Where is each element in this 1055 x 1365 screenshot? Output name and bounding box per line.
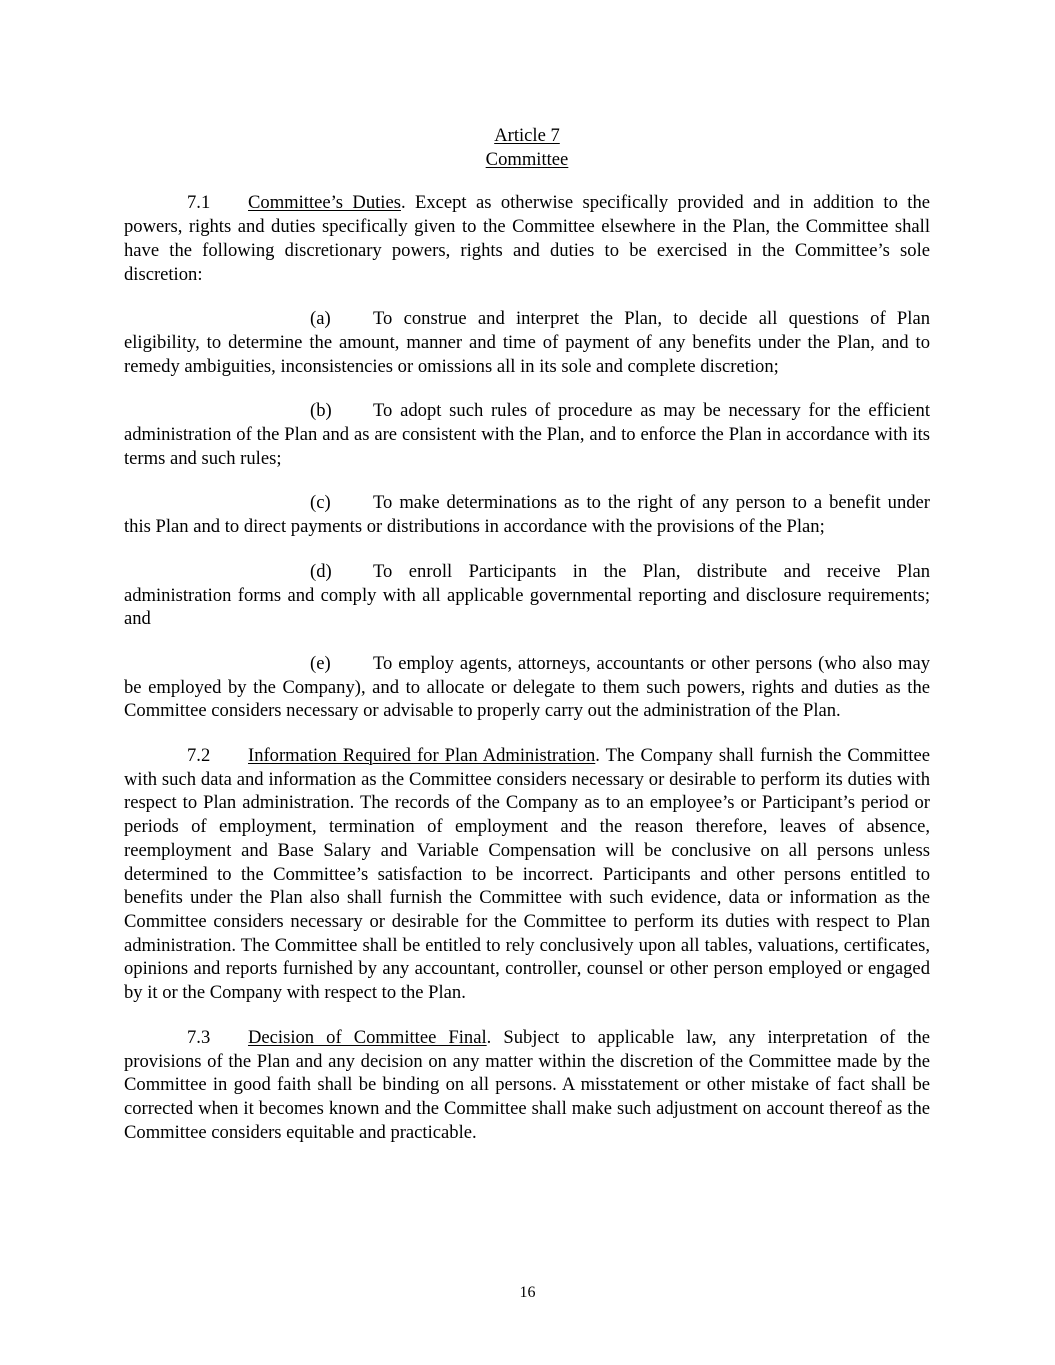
- section-number: 7.2: [187, 745, 211, 767]
- spacer: [124, 378, 930, 399]
- spacer: [124, 723, 930, 744]
- spacer: [124, 631, 930, 652]
- section-number: 7.3: [187, 1026, 211, 1048]
- section-number: 7.1: [187, 192, 211, 214]
- section-heading: Information Required for Plan Administration: [248, 745, 596, 767]
- subsection-d: [124, 560, 930, 631]
- subsection-label: (a): [310, 308, 331, 330]
- section-text: . The Company shall furnish the Committee with such data and information as the Committee considers necessary or desirable to perform its duties with respect to Plan administration. The records of the Company as to an employee’s or Participant’s period or periods of employment, termination of employment and the reason therefore, leaves of absence, reemployment and Base Salary and Variable Compensation will be conclusive on all persons unless determined to the Committee’s satisfaction to be incorrect. Participants and other persons entitled to benefits under the Plan also shall furnish the Committee with such evidence, data or information as the Committee considers necessary or desirable for the Committee to perform its duties with respect to Plan administration. The Committee shall be entitled to rely conclusively upon all tables, valuations, certificates, opinions and reports furnished by any accountant, controller, counsel or other person employed or engaged by it or the Company with respect to the Plan.: [124, 745, 930, 1004]
- spacer: [124, 470, 930, 491]
- subsection-label: (e): [310, 652, 331, 674]
- spacer: [124, 1005, 930, 1026]
- subsection-text: To enroll Participants in the Plan, distribute and receive Plan administration forms and comply with all applicable governmental reporting and disclosure requirements; and: [124, 560, 930, 630]
- spacer: [124, 286, 930, 307]
- subsection-text: To adopt such rules of procedure as may be necessary for the efficient administration of the Plan and as are consistent with the Plan, and to enforce the Plan in accordance with its terms and such rules;: [124, 400, 930, 469]
- document-body: [124, 124, 930, 1144]
- subsection-c: [124, 491, 930, 538]
- subsection-b: [124, 399, 930, 470]
- subsection-label: (b): [310, 400, 332, 422]
- page-number: 16: [519, 1284, 536, 1301]
- subsection-e: [124, 652, 930, 723]
- section-heading: Committee’s Duties: [248, 192, 401, 214]
- section-7-1: [124, 191, 930, 286]
- section-7-2: [124, 744, 930, 1005]
- section-7-3: [124, 1026, 930, 1145]
- subsection-label: (c): [310, 492, 331, 514]
- subsection-a: [124, 307, 930, 378]
- spacer: [124, 171, 930, 191]
- section-text: . Subject to applicable law, any interpretation of the provisions of the Plan and any decision on any matter within the discretion of the Committee made by the Committee in good faith shall be binding on all persons. A misstatement or other mistake of fact shall be corrected when it becomes known and the Committee shall make such adjustment on account thereof as the Committee considers equitable and practicable.: [124, 1026, 930, 1143]
- subsection-text: To construe and interpret the Plan, to decide all questions of Plan eligibility, to determine the amount, manner and time of payment of any benefits under the Plan, and to remedy ambiguities, inconsistencies or omissions all in its sole and complete discretion;: [124, 308, 930, 377]
- section-heading: Decision of Committee Final: [248, 1026, 487, 1048]
- subsection-text: To employ agents, attorneys, accountants or other persons (who also may be employed by the Company), and to allocate or delegate to them such powers, rights and duties as the Committee considers necessary or advisable to properly carry out the administration of the Plan.: [124, 652, 930, 722]
- article-title: Committee: [485, 148, 569, 170]
- spacer: [124, 539, 930, 560]
- article-number: Article 7: [494, 125, 560, 146]
- subsection-text: To make determinations as to the right of any person to a benefit under this Plan and to direct payments or distributions in accordance with the provisions of the Plan;: [124, 492, 930, 538]
- subsection-label: (d): [310, 560, 332, 582]
- section-text: . Except as otherwise specifically provided and in addition to the powers, rights and duties specifically given to the Committee elsewhere in the Plan, the Committee shall have the following discretionary powers, rights and duties to be exercised in the Committee’s sole discretion:: [124, 192, 930, 285]
